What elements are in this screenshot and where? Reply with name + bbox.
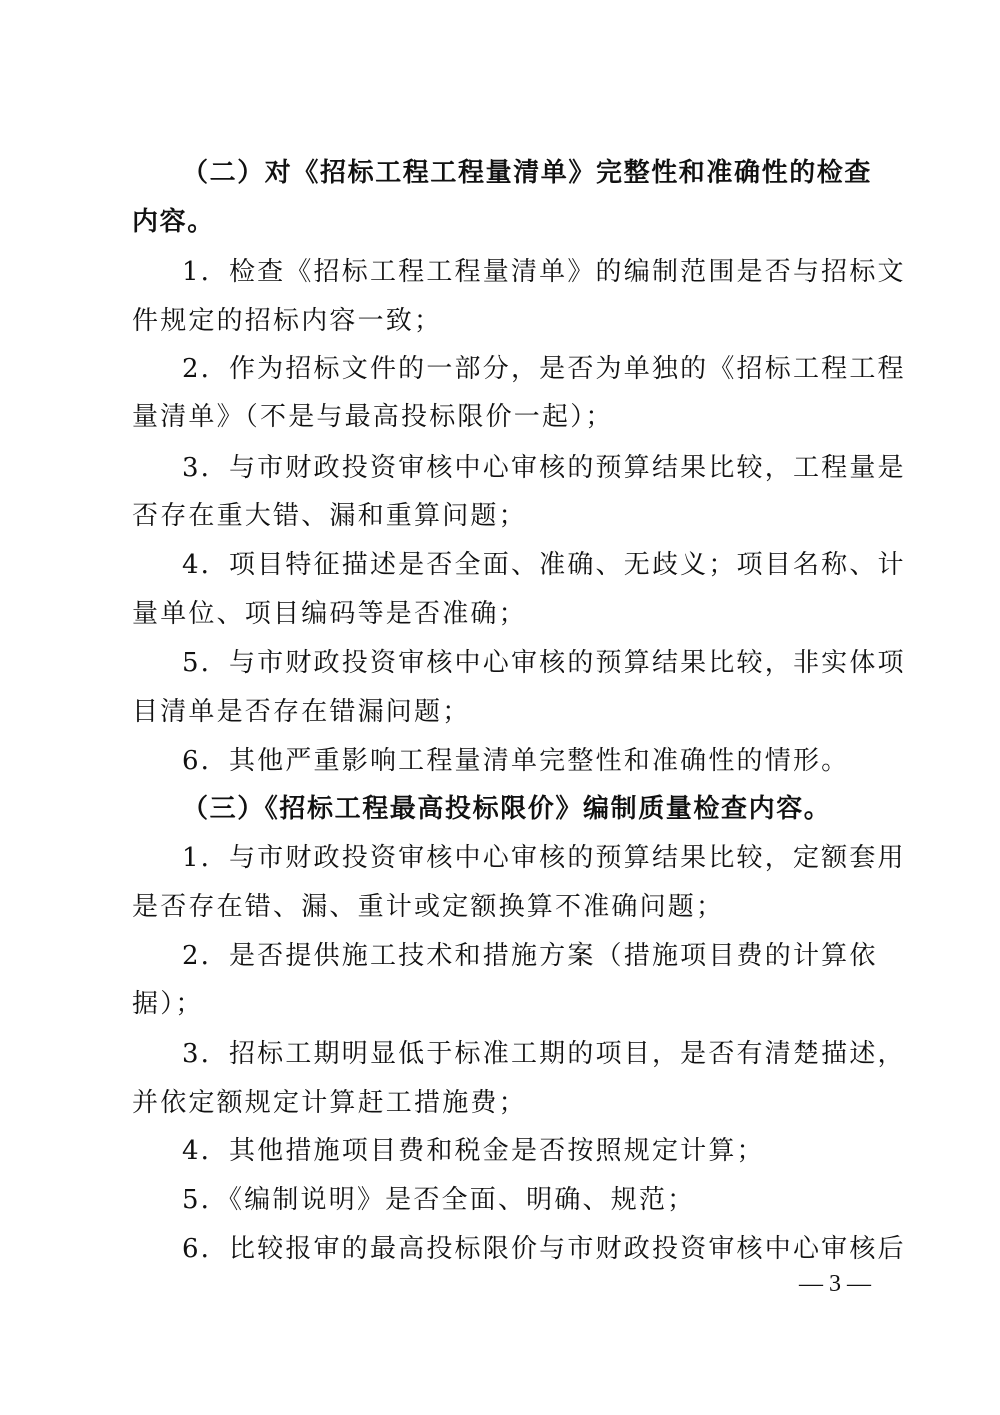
section-heading-3: （三）《招标工程最高投标限价》编制质量检查内容。	[182, 794, 832, 824]
list-item-text: 6．其他严重影响工程量清单完整性和准确性的情形。	[182, 746, 850, 776]
list-item-text: 4．其他措施项目费和税金是否按照规定计算；	[182, 1136, 765, 1166]
section-heading-2-continued: 内容。	[132, 207, 215, 237]
list-item-text: 目清单是否存在错漏问题；	[132, 697, 471, 727]
list-item-text: 否存在重大错、漏和重算问题；	[132, 501, 527, 531]
list-item-text: 3．与市财政投资审核中心审核的预算结果比较，工程量是	[182, 453, 906, 483]
list-item-text: 1．检查《招标工程工程量清单》的编制范围是否与招标文	[182, 257, 906, 287]
list-item-text: 5．与市财政投资审核中心审核的预算结果比较，非实体项	[182, 648, 906, 678]
list-item-text: 量清单》（不是与最高投标限价一起）；	[132, 402, 614, 432]
list-item-text: 6．比较报审的最高投标限价与市财政投资审核中心审核后	[182, 1234, 906, 1264]
list-item-text: 是否存在错、漏、重计或定额换算不准确问题；	[132, 892, 725, 922]
list-item-text: 2．是否提供施工技术和措施方案（措施项目费的计算依	[182, 941, 878, 971]
list-item-text: 2．作为招标文件的一部分，是否为单独的《招标工程工程	[182, 354, 906, 384]
list-item-text: 并依定额规定计算赶工措施费；	[132, 1088, 527, 1118]
list-item-text: 量单位、项目编码等是否准确；	[132, 599, 527, 629]
page-number: — 3 —	[799, 1271, 871, 1297]
section-heading-2: （二）对《招标工程工程量清单》完整性和准确性的检查	[182, 158, 873, 188]
list-item-text: 件规定的招标内容一致；	[132, 306, 443, 336]
list-item-text: 5．《编制说明》是否全面、明确、规范；	[182, 1185, 696, 1215]
list-item-text: 3．招标工期明显低于标准工期的项目，是否有清楚描述，	[182, 1039, 906, 1069]
list-item-text: 4．项目特征描述是否全面、准确、无歧义；项目名称、计	[182, 550, 906, 580]
list-item-text: 1．与市财政投资审核中心审核的预算结果比较，定额套用	[182, 843, 906, 873]
list-item-text: 据）；	[132, 989, 204, 1019]
